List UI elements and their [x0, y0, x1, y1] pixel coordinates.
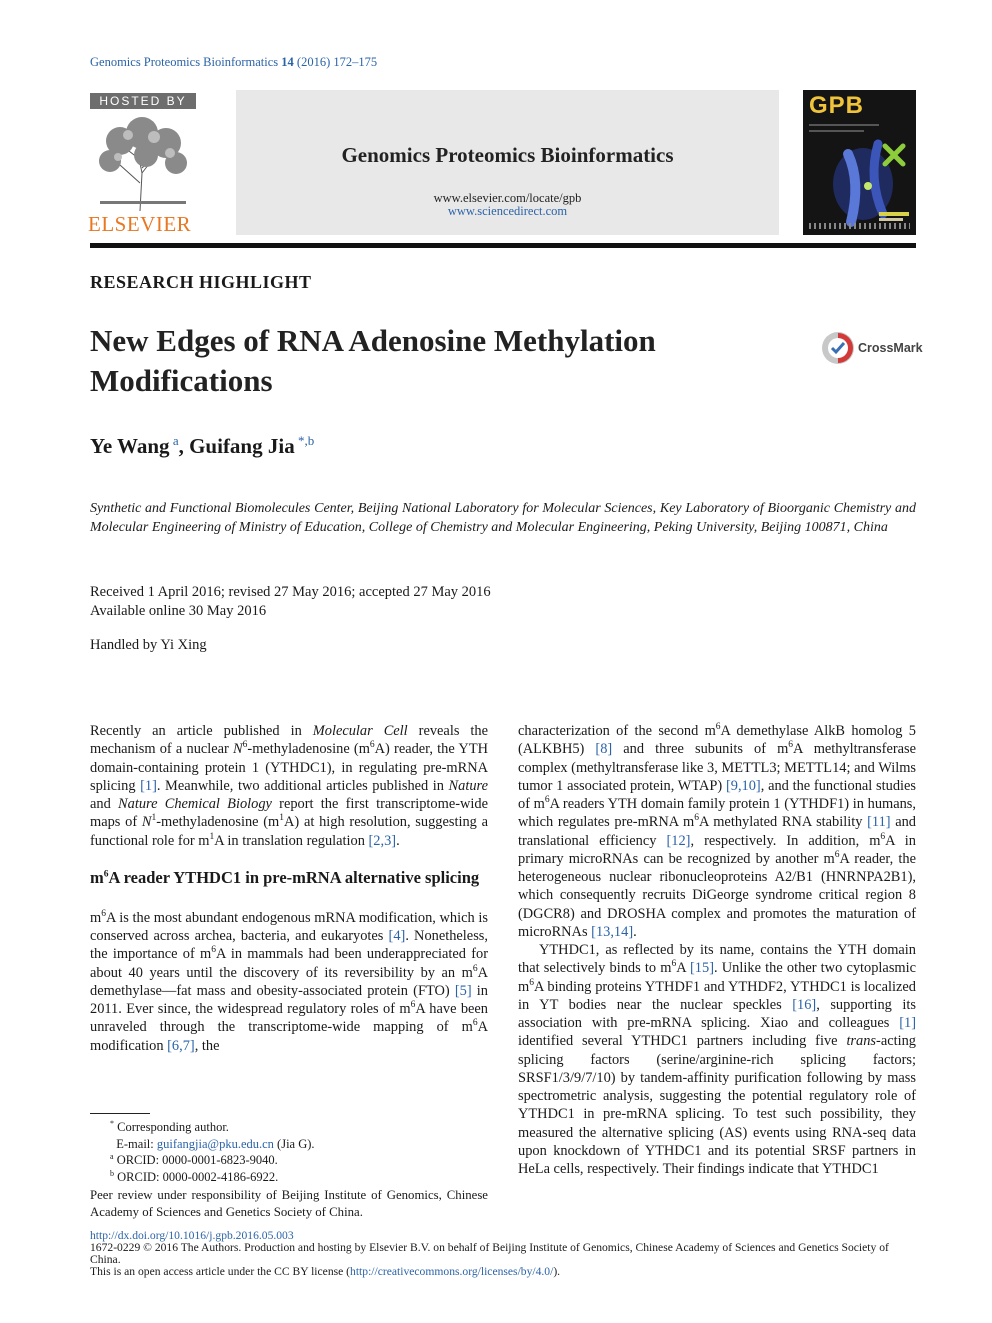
journal-title: Genomics Proteomics Bioinformatics [341, 143, 674, 167]
journal-reference[interactable] [90, 55, 377, 70]
journal-ref-volume: 14 [281, 55, 294, 69]
journal-ref-pages: (2016) 172–175 [293, 55, 378, 69]
footnote-orcid-b: $^b$ ORCID: 0000-0002-4186-6922. [110, 1168, 279, 1184]
available-online-date: Available online 30 May 2016 [90, 602, 267, 619]
citation-link[interactable]: [2,3] [368, 832, 397, 849]
footnotes [90, 1119, 488, 1185]
sciencedirect-link[interactable]: www.sciencedirect.com [447, 204, 568, 218]
article-footer [90, 1230, 916, 1278]
citation-link[interactable]: [13,14] [591, 923, 634, 940]
journal-cover-image [803, 90, 916, 235]
journal-url[interactable]: www.elsevier.com/locate/gpb [433, 191, 582, 205]
cover-title: GPB [809, 92, 865, 119]
section-heading: $m^6A$ reader YTHDC1 in pre-mRNA alternative splicing [90, 867, 480, 887]
citation-link[interactable]: [11] [867, 814, 891, 831]
hosted-by-badge: HOSTED BY [90, 93, 196, 109]
license-link[interactable]: http://creativecommons.org/licenses/by/4.0/ [350, 1265, 554, 1278]
email-link[interactable]: guifangjia@pku.edu.cn [156, 1136, 274, 1151]
footnote-email: E-mail: guifangjia@pku.edu.cn (Jia G). [116, 1136, 315, 1151]
footnote-orcid-a: $^a$ ORCID: 0000-0001-6823-9040. [110, 1151, 278, 1167]
elsevier-wordmark: ELSEVIER [88, 212, 192, 236]
citation-link[interactable]: [4] [388, 928, 406, 944]
paragraph: $m^6A$ is the most abundant endogenous mRNA modification, which is conserved across archea, bacteria, and eukaryotes [4]. Nonetheless, the importance of $m^6A$ in mammals had been underappreciated for about 40 years until the discovery of its reversibility by an $m^6A$ demethylase—fat mass and obesity-associated protein (FTO) [5] in 2011. Ever since, the widespread regulatory roles of $m^6A$ have been unraveled through the transcriptome-wide mapping of $m^6A$ modification [6,7], the [90, 908, 489, 1054]
paragraph: Recently an article published in Molecular Cell reveals the mechanism of a nuclear $N^6$-methyladenosine $(m^6A)$ reader, the YTH domain-containing protein 1 (YTHDC1), in regulating pre-mRNA splicing [1]. Meanwhile, two additional articles published in Nature and Nature Chemical Biology report the first transcriptome-wide maps of $N^1$-methyladenosine $(m^1A)$ at high resolution, suggesting a functional role for $m^1A$ in translation regulation [2,3]. [90, 723, 489, 849]
peer-review-note: Peer review under responsibility of Beijing Institute of Genomics, Chinese Academy of Sciences and Genetics Society of China. [90, 1188, 488, 1219]
citation-link[interactable]: [8] [595, 741, 613, 758]
citation-link[interactable]: [9,10] [725, 777, 761, 794]
license-notice: This is an open access article under the CC BY license (http://creativecommons.org/licenses/by/4.0/). [90, 1265, 561, 1278]
copyright-notice: 1672-0229 © 2016 The Authors. Production and hosting by Elsevier B.V. on behalf of Beijing Institute of Genomics, Chinese Academy of Sciences and Genetics Society of China. [90, 1241, 889, 1266]
citation-link[interactable]: [5] [454, 982, 472, 999]
footnote-corresponding: * Corresponding author. [110, 1118, 229, 1134]
author-name: Guifang Jia [189, 434, 295, 458]
footnote-divider [90, 1113, 150, 1114]
received-dates: Received 1 April 2016; revised 27 May 2016; accepted 27 May 2016 [90, 584, 491, 600]
citation-link[interactable]: [1] [899, 1015, 916, 1031]
chromosome-illustration-icon [823, 134, 913, 229]
citation-link[interactable]: [15] [690, 960, 714, 977]
author-affiliation-marker[interactable]: *,b [294, 433, 315, 448]
citation-link[interactable]: [12] [666, 832, 691, 849]
author-affiliation-marker[interactable]: a [169, 433, 179, 448]
journal-ref-name: Genomics Proteomics Bioinformatics [90, 55, 282, 69]
elsevier-tree-logo [90, 113, 196, 213]
citation-link[interactable]: [1] [140, 777, 157, 794]
paragraph: characterization of the second $m^6A$ demethylase AlkB homolog 5 (ALKBH5) [8] and three subunits of $m^6A$ methyltransferase complex (methyltransferase like 3, METTL3; METTL14; and Wilms tumor 1 associated protein, WTAP) [9,10], and the functional studies of $m^6A$ readers YTH domain family protein 1 (YTHDF1) in humans, which regulates pre-mRNA $m^6A$ methylated RNA stability [11] and translational efficiency [12], respectively. In addition, $m^6A$ in primary microRNAs can be recognized by another $m^6A$ reader, the heterogeneous nuclear ribonucleoproteins A2/B1 (HNRNPA2B1), which consequently recruits DiGeorge syndrome critical region 8 (DGCR8) and DROSHA complex and promotes the maturation of microRNAs [13,14]. [518, 722, 916, 940]
article-type: RESEARCH HIGHLIGHT [90, 272, 312, 292]
citation-link[interactable]: [6,7] [167, 1037, 195, 1054]
article-dates [90, 583, 491, 620]
body-column-left [90, 722, 488, 1055]
author-list: Ye Wang $^a$, Guifang Jia $^{*,b}$ [90, 433, 315, 458]
paragraph: YTHDC1, as reflected by its name, contains the YTH domain that selectively binds to $m^6A$ [15]. Unlike the other two cytoplasmic $m^6A$ binding proteins YTHDF1 and YTHDF2, YTHDC1 is localized in YT bodies near the nuclear speckles [16], supporting its association with pre-mRNA splicing. Xiao and colleagues [1] identified several YTHDC1 partners including five trans-acting splicing factors (serine/arginine-rich splicing factors; SRSF1/3/9/7/10) by tandem-affinity purification following by mass spectrometric analysis, suggesting the potential regulatory role of YTHDC1 in pre-mRNA splicing. To test such possibility, they measured the alternative splicing (AS) events using RNA-seq data upon knockdown of YTHDC1 and its potential SRSF partners in HeLa cells, respectively. Their findings indicate that YTHDC1 [518, 942, 917, 1177]
doi-link[interactable]: http://dx.doi.org/10.1016/j.gpb.2016.05.003 [90, 1229, 294, 1242]
author-name: Ye Wang [90, 434, 170, 458]
header-divider [90, 243, 916, 248]
crossmark-label[interactable]: CrossMark [858, 341, 923, 355]
affiliation: Synthetic and Functional Biomolecules Center, Beijing National Laboratory for Molecular Sciences, Key Laboratory of Bioorganic Chemistry and Molecular Engineering of Ministry of Education, College of Chemistry and Molecular Engineering, Peking University, Beijing 100871, China [90, 501, 916, 535]
article-title: New Edges of RNA Adenosine Methylation Modifications [90, 323, 656, 398]
body-column-right [518, 722, 916, 1178]
handling-editor: Handled by Yi Xing [90, 637, 207, 653]
citation-link[interactable]: [16] [792, 996, 817, 1013]
